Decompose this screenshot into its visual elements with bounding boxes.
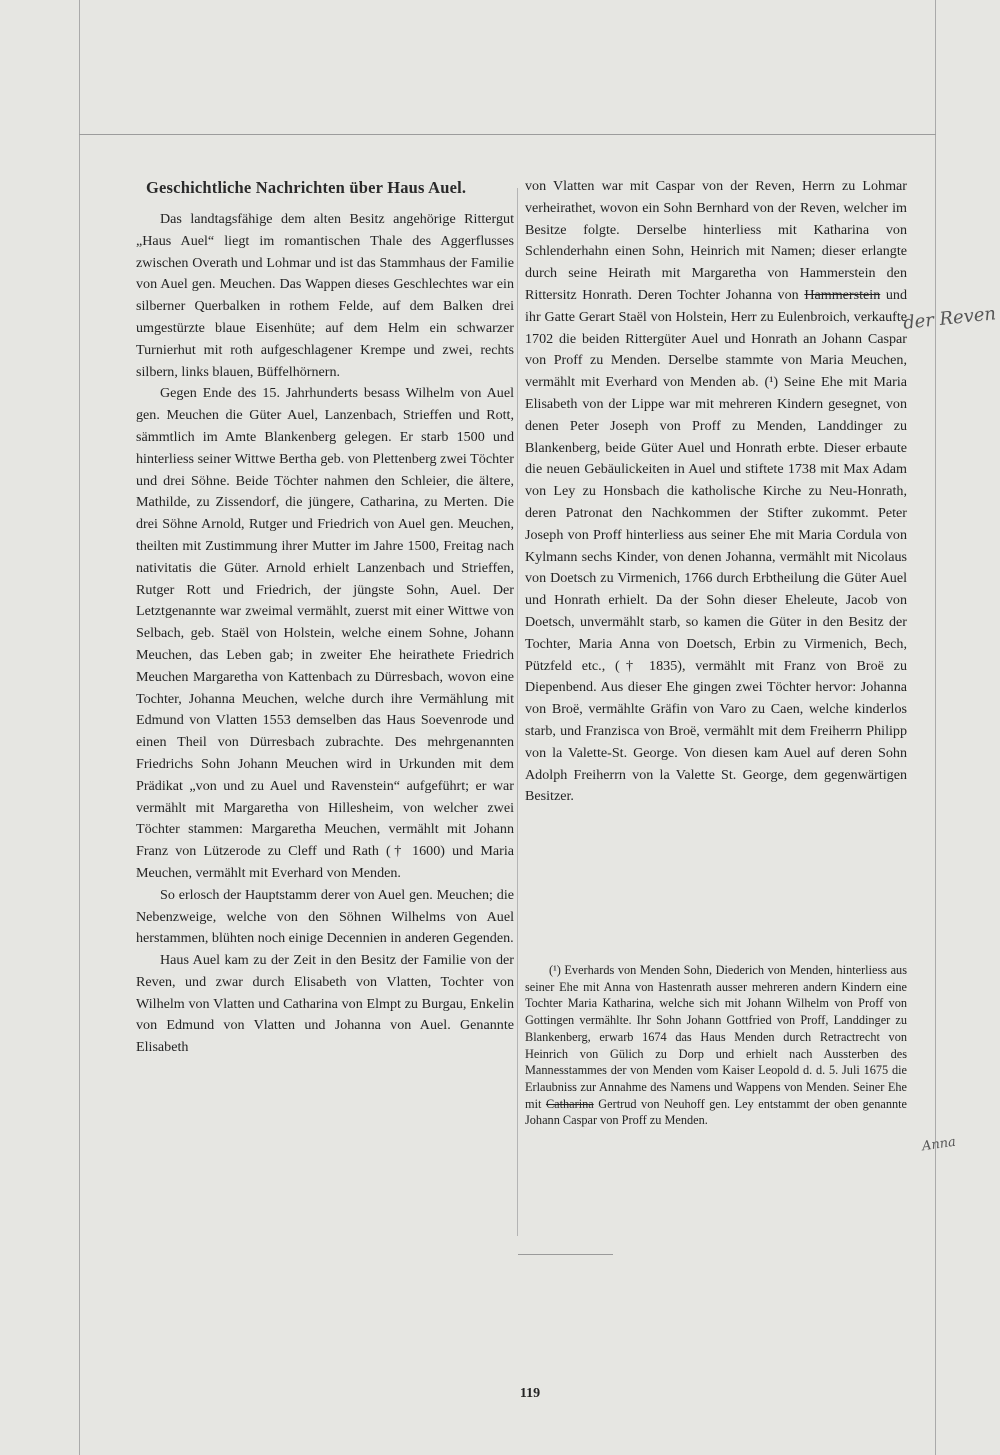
article-title: Geschichtliche Nachrichten über Haus Auel. [146, 178, 467, 197]
text-segment: (¹) Everhards von Menden Sohn, Diederich von Menden, hinterliess aus seiner Ehe mit Anna von Hastenrath ausser mehreren andern Kindern eine Tochter Maria Katharina, welche sich mit Johann Wilhelm von Proff von Gottingen vermählte. Ihr Sohn Johann Gottfried von Proff, Landdinger zu Blankenberg, erwarb 1674 das Haus Menden durch Retractrecht von Heinrich von Gülich zu Dorp und erhielt nach Aussterben des Mannesstammes der von Menden vom Kaiser Leopold d. d. 5. Juli 1675 die Erlaubniss zur Annahme des Namens und Wappens von Menden. Seiner Ehe mit [525, 963, 907, 1111]
paragraph: Haus Auel kam zu der Zeit in den Besitz der Familie von der Reven, und zwar durch Elisabeth von Vlatten, Tochter von Wilhelm von Vlatten und Catharina von Elmpt zu Burgau, Enkelin von Edmund von Vlatten und Johanna von Auel. Genannte Elisabeth [136, 952, 514, 1056]
text-segment: und ihr Gatte Gerart Staël von Holstein, Herr zu Eulenbroich, verkaufte 1702 die beiden Rittergüter Auel und Honrath an Johann Caspar von Proff zu Menden. Derselbe stammte von Maria Meuchen, vermählt mit Everhard von Menden ab. (¹) Seine Ehe mit Maria Elisabeth von der Lippe war mit mehreren Kindern gesegnet, von denen Peter Joseph von Proff zu Menden, Landdinger zu Blankenberg, beide Güter Auel und Honrath erbte. Dieser erbaute die neuen Gebäulickeiten in Auel und stiftete 1738 mit Max Adam von Ley zu Honsbach die katholische Kirche zu Neu-Honrath, deren Patronat den Nachkommen der Stifter zukommt. Peter Joseph von Proff hinterliess aus seiner Ehe mit Maria Cordula von Kylmann sechs Kinder, von denen Johanna, vermählt mit Nicolaus von Doetsch zu Virmenich, 1766 durch Erbtheilung die Güter Auel und Honrath erhielt. Da der Sohn dieser Eheleute, Jacob von Doetsch, unvermählt starb, so kamen die Güter in den Besitz der Tochter, Maria Anna von Doetsch, Erbin zu Virmenich, Bech, Pützfeld etc., († 1835), vermählt mit Franz von Broë zu Diepenbend. Aus dieser Ehe gingen zwei Töchter hervor: Johanna von Broë, vermählte Gräfin von Varo zu Caen, welche kinderlos starb, und Franzisca von Broë, vermählt mit dem Freiherrn Philipp von la Valette-St. George. Von diesen kam Auel auf deren Sohn Adolph Freiherrn von la Valette St. George, dem gegenwärtigen Besitzer. [525, 286, 907, 805]
paragraph [525, 176, 907, 808]
paragraph: Gegen Ende des 15. Jahrhunderts besass Wilhelm von Auel gen. Meuchen die Güter Auel, Lanzenbach, Strieffen und Rott, sämmtlich im Amte Blankenberg gelegen. Er starb 1500 und hinterliess seiner Wittwe Bertha geb. von Plettenberg zwei Töchter und drei Söhne. Beide Töchter nahmen den Schleier, die ältere, Mathilde, zu Zissendorf, die jüngere, Catharina, zu Merten. Die drei Söhne Arnold, Rutger und Friedrich von Auel gen. Meuchen, theilten mit Zustimmung ihrer Mutter im Jahre 1500, Freitag nach nativitatis die Güter. Arnold erhielt Lanzenbach und Strieffen, Rutger Rott und Friedrich, der jüngste Sohn, Auel. Der Letztgenannte war zweimal vermählt, zuerst mit einer Wittwe von Selbach, geb. Staël von Holstein, welche einem Sohne, Johann Meuchen, das Leben gab; in zweiter Ehe heirathete Friedrich Meuchen Margaretha von Kattenbach zu Dürresbach, wovon eine Tochter, Johanna Meuchen, welche durch ihre Vermählung mit Edmund von Vlatten 1553 demselben das Haus Soevenrode und einen Theil von Dürresbach zubrachte. Des mehrgenannten Friedrichs Sohn Johann Meuchen wird in Urkunden mit dem Prädikat „von und zu Auel und Ravenstein“ aufgeführt; er war vermählt mit Margaretha von Hillesheim, von welcher zwei Töchter stammen: Margaretha Meuchen, vermählt mit Johann Franz von Lützerode zu Cleff und Rath († 1600) und Maria Meuchen, vermählt mit Everhard von Menden. [136, 385, 514, 881]
handwritten-note: der Reven [902, 303, 997, 334]
column-divider [517, 188, 518, 1236]
page-number: 119 [519, 1386, 541, 1401]
page-edge-left [79, 0, 80, 1455]
text-segment: von Vlatten war mit Caspar von der Reven, Herrn zu Lohmar verheirathet, wovon ein Sohn Bernhard von der Reven, welcher im Besitze folgte. Derselbe hinterliess mit Katharina von Schlenderhahn einen Sohn, Heinrich mit Namen; dieser erlangte durch seine Heirath mit Margaretha von Hammerstein den Rittersitz Honrath. Deren Tochter Johanna von [525, 178, 907, 303]
paragraph: So erlosch der Hauptstamm derer von Auel gen. Meuchen; die Nebenzweige, welche von den Söhnen Wilhelms von Auel herstammen, blühten noch einige Decennien in anderen Gegenden. [136, 886, 514, 947]
struck-word: Catharina [545, 1096, 594, 1111]
struck-word: Hammerstein [804, 286, 881, 303]
handwritten-note: Anna [921, 1134, 957, 1155]
end-rule [518, 1254, 613, 1255]
right-column [525, 176, 907, 808]
page-edge-top [79, 134, 936, 135]
footnote [525, 962, 907, 1129]
page-edge-right [935, 0, 936, 1455]
text-segment: Gertrud von Neuhoff gen. Ley entstammt der oben genannte Johann Caspar von Proff zu Menden. [525, 1096, 908, 1128]
paragraph: Das landtagsfähige dem alten Besitz angehörige Rittergut „Haus Auel“ liegt im romantischen Thale des Aggerflusses zwischen Overath und Lohmar und ist das Stammhaus der Familie von Auel gen. Meuchen. Das Wappen dieses Geschlechtes war ein silberner Querbalken in rothem Felde, auf dem Balken drei umgestürzte blaue Eisenhüte; auf dem Helm ein schwarzer Turnierhut mit roth aufgeschlagener Krempe und zwei, rechts silbern, links blauen, Büffelhörnern. [136, 211, 514, 380]
left-column [136, 209, 514, 1059]
footnote-text [525, 962, 907, 1129]
